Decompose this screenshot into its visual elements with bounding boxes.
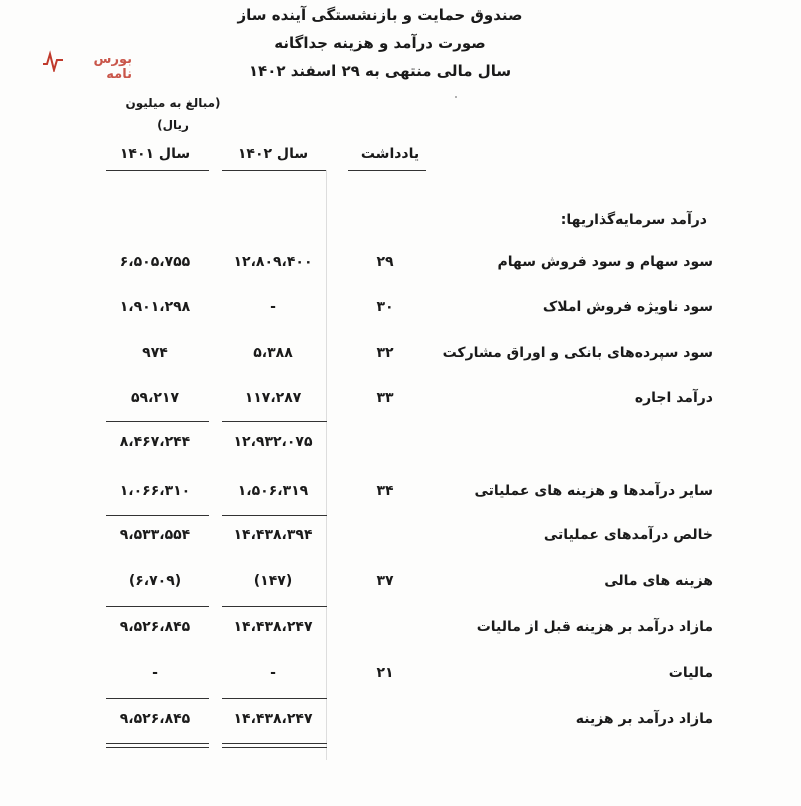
row-value-1402: ۱۲،۸۰۹،۴۰۰ (233, 254, 313, 270)
column-header-1402: سال ۱۴۰۲ (237, 146, 309, 162)
row-value-1402: ۱۴،۴۳۸،۲۴۷ (233, 619, 313, 635)
table-row-subtotal (0, 619, 801, 645)
row-value-1401: - (152, 665, 158, 681)
statement-name-title: صورت درآمد و هزینه جداگانه (274, 34, 486, 52)
header-underline-1402 (222, 170, 327, 171)
row-label: درآمد اجاره (634, 390, 713, 406)
row-label: سود سهام و سود فروش سهام (497, 254, 713, 270)
table-row-subtotal (0, 527, 801, 553)
row-value-1401: ۹،۵۳۳،۵۵۴ (119, 527, 191, 543)
row-value-1402: - (270, 299, 276, 315)
column-header-note: یادداشت (360, 146, 420, 162)
watermark-text: بورس نامه (93, 52, 132, 82)
row-value-1401: ۹،۵۲۶،۸۴۵ (119, 619, 191, 635)
watermark-logo (42, 50, 132, 82)
total-rule-1402 (222, 698, 327, 699)
table-row (0, 345, 801, 371)
row-value-1402: ۱،۵۰۶،۳۱۹ (237, 483, 309, 499)
row-value-1401: ۵۹،۲۱۷ (130, 390, 180, 406)
row-value-1402: - (270, 665, 276, 681)
row-note: ۳۲ (376, 345, 394, 361)
pulse-icon (42, 50, 64, 72)
table-row (0, 299, 801, 325)
row-label: سایر درآمدها و هزینه های عملیاتی (474, 483, 713, 499)
grand-total-double-rule-1401-b (106, 747, 209, 748)
row-value-1401: ۹،۵۲۶،۸۴۵ (119, 711, 191, 727)
row-label: سود ناویژه فروش املاک (542, 299, 713, 315)
row-note: ۲۹ (376, 254, 394, 270)
row-value-1401: ۶،۵۰۵،۷۵۵ (119, 254, 191, 270)
table-row (0, 483, 801, 509)
table-row (0, 254, 801, 280)
unit-note-line1: (مبالغ به میلیون (125, 96, 221, 110)
header-underline-1401 (106, 170, 209, 171)
row-value-1401: ۱،۹۰۱،۲۹۸ (119, 299, 191, 315)
row-label: مالیات (668, 665, 713, 681)
row-label: مازاد درآمد بر هزینه قبل از مالیات (476, 619, 713, 635)
row-value-1401: ۹۷۴ (142, 345, 168, 361)
grand-total-double-rule-1402-a (222, 743, 327, 744)
row-note: ۳۰ (376, 299, 394, 315)
row-value-1402: (۱۴۷) (253, 573, 293, 589)
total-rule-1401 (106, 698, 209, 699)
scan-speck (455, 96, 457, 98)
subtotal-rule-1402 (222, 606, 327, 607)
row-value-1402: ۱۱۷،۲۸۷ (244, 390, 302, 406)
row-value-1402: ۱۴،۴۳۸،۲۴۷ (233, 711, 313, 727)
row-note: ۳۴ (376, 483, 394, 499)
section-heading-investment-income: درآمد سرمایه‌گذاریها: (560, 212, 707, 228)
row-value-1402: ۱۴،۴۳۸،۳۹۴ (233, 527, 313, 543)
row-note: ۳۳ (376, 390, 394, 406)
subtotal-rule-1402 (222, 515, 327, 516)
row-value-1402: ۵،۳۸۸ (253, 345, 293, 361)
table-row (0, 390, 801, 416)
row-label: سود سپرده‌های بانکی و اوراق مشارکت (442, 345, 713, 361)
row-label: مازاد درآمد بر هزینه (575, 711, 713, 727)
table-row (0, 665, 801, 691)
subtotal-rule-1401 (106, 421, 209, 422)
table-row-subtotal (0, 434, 801, 460)
row-label: هزینه های مالی (604, 573, 713, 589)
header-underline-note (348, 170, 426, 171)
subtotal-rule-1401 (106, 515, 209, 516)
row-label: خالص درآمدهای عملیاتی (543, 527, 713, 543)
subtotal-rule-1402 (222, 421, 327, 422)
statement-period-title: سال مالی منتهی به ۲۹ اسفند ۱۴۰۲ (248, 62, 512, 80)
statement-entity-title: صندوق حمایت و بازنشستگی آینده ساز (237, 6, 523, 24)
grand-total-double-rule-1402-b (222, 747, 327, 748)
row-value-1402: ۱۲،۹۳۲،۰۷۵ (233, 434, 313, 450)
table-row (0, 573, 801, 599)
unit-note-line2: ریال) (157, 118, 189, 132)
row-note: ۳۷ (376, 573, 394, 589)
subtotal-rule-1401 (106, 606, 209, 607)
unit-note (118, 92, 228, 136)
row-note: ۲۱ (376, 665, 394, 681)
row-value-1401: (۶،۷۰۹) (128, 573, 182, 589)
grand-total-double-rule-1401-a (106, 743, 209, 744)
row-value-1401: ۸،۴۶۷،۲۴۴ (119, 434, 191, 450)
row-value-1401: ۱،۰۶۶،۳۱۰ (119, 483, 191, 499)
column-header-1401: سال ۱۴۰۱ (119, 146, 191, 162)
table-row-total (0, 711, 801, 737)
